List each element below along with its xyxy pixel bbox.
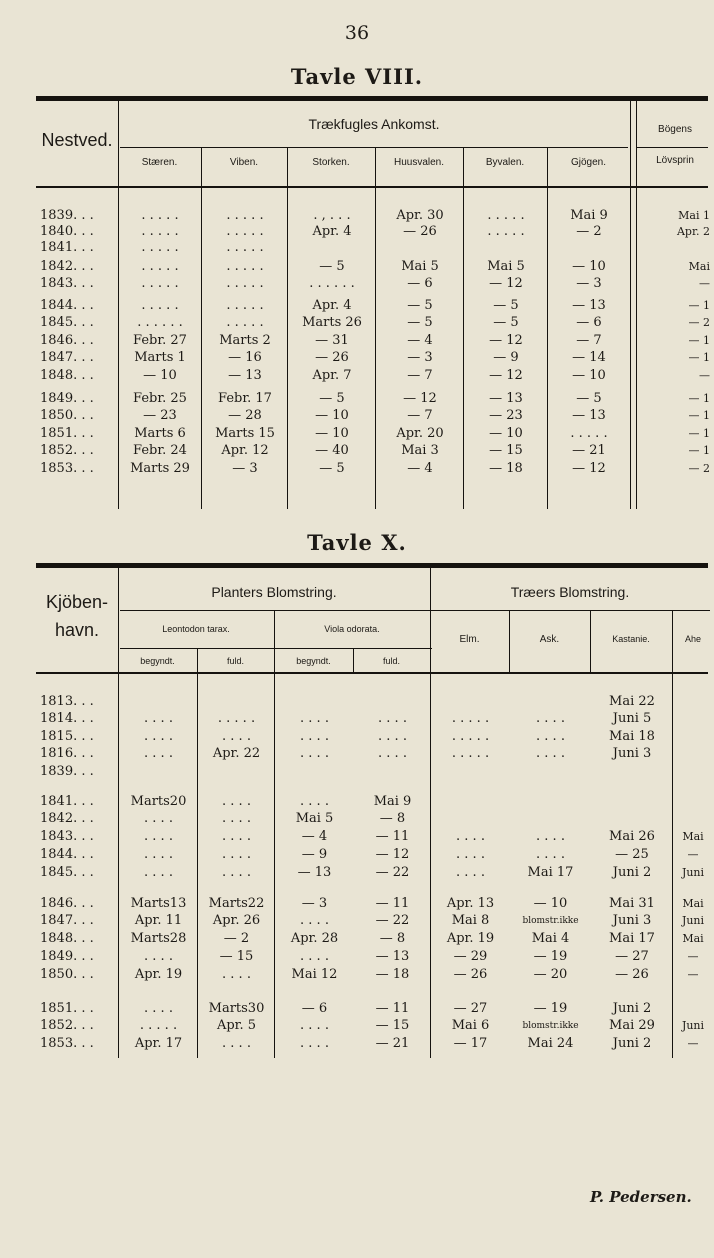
table10-cell: . . . . (222, 829, 251, 844)
table8-cell: Marts 6 (134, 426, 186, 441)
table10-cell: blomstr.ikke (522, 916, 579, 926)
table10-ask-header: Ask. (539, 634, 560, 645)
table10-cell: Mai 9 (373, 794, 412, 809)
table8-title: Tavle VIII. (290, 64, 424, 89)
table8-row-year: 1847. . . (40, 350, 94, 365)
table10-cell: — 15 (375, 1018, 410, 1033)
table8-right-sub-header: Lövsprin (656, 155, 694, 166)
table10-row-year: 1852. . . (40, 1018, 94, 1033)
table8-cell: — 14 (572, 350, 606, 365)
table8-cell: Mai 5 (487, 259, 525, 274)
table8-right-cell: Mai 1 (678, 209, 710, 222)
table8-cell: Mai 5 (401, 259, 439, 274)
table8-cell: — 7 (407, 368, 433, 383)
table10-cell: . . . . (300, 711, 329, 726)
table10-sub2-header: Viola odorata. (324, 624, 380, 634)
table8-cell: — 6 (576, 315, 602, 330)
table10-fuld-header: fuld. (382, 656, 400, 666)
table10-cell: . . . . (536, 711, 565, 726)
table10-cell: . . . . (144, 847, 173, 862)
table8-subheader-rule (120, 147, 628, 148)
table10-cell: Mai 18 (609, 729, 655, 744)
table10-cell: . . . . (300, 913, 329, 928)
table10-cell: . . . . (378, 729, 407, 744)
table8-cell: Marts 2 (219, 333, 271, 348)
table8-cell: . . . . . (226, 208, 264, 223)
table8-cell: — 26 (403, 224, 437, 239)
table8-cell: Apr. 7 (312, 368, 352, 383)
table8-cell: — 21 (572, 443, 606, 458)
table10-cell: Juni (681, 866, 705, 879)
table10-cell: . . . . (222, 1036, 251, 1051)
table10-header-rule (36, 672, 708, 674)
table8-cell: — 13 (572, 408, 606, 423)
table10-cell: Mai 4 (531, 931, 570, 946)
table10-cell: Mai 12 (291, 967, 338, 982)
table8-cell: — 5 (493, 315, 519, 330)
table8-cell: Marts 1 (134, 350, 186, 365)
table8-cell: — 3 (407, 350, 433, 365)
table8-cell: . . . . . (570, 426, 608, 441)
table10-cell: . . . . (144, 949, 173, 964)
table10-cell: . . . . . (139, 1018, 178, 1033)
table10-cell: Mai 6 (451, 1018, 490, 1033)
table8-cell: — 5 (407, 298, 433, 313)
table10-cell: . . . . (456, 865, 485, 880)
table8-right-cell: — 1 (688, 444, 710, 457)
table8-row-year: 1842. . . (40, 259, 94, 274)
table8-cell: — 10 (572, 259, 606, 274)
table10-cell: Mai 17 (527, 865, 574, 880)
table8-cell: — 10 (315, 426, 349, 441)
table8-cell: — 40 (315, 443, 349, 458)
table10-cell: . . . . (144, 746, 173, 761)
table8-col-header: Stæren. (141, 157, 178, 168)
table8-cell: . . . . . (141, 208, 179, 223)
table10-cell: Apr. 28 (290, 931, 339, 946)
table10-cell: Marts30 (208, 1001, 265, 1016)
table10-cell: Apr. 11 (134, 913, 183, 928)
table10-cell: . . . . (456, 829, 485, 844)
table8-cell: — 4 (407, 333, 433, 348)
table8-cell: Marts 29 (130, 461, 190, 476)
table10-cell: Mai (682, 897, 704, 910)
table10-cell: — 2 (223, 931, 250, 946)
table8-cell: . . . . . (226, 276, 264, 291)
table8-cell: . . . . . (226, 240, 264, 255)
table10-place-line1: Kjöben- (45, 592, 109, 612)
table10-cell: — 11 (375, 1001, 410, 1016)
table10-row-year: 1841. . . (40, 794, 94, 809)
table10-cell: Mai (682, 932, 704, 945)
table10-cell: — (687, 968, 699, 981)
table10-cell: — 10 (533, 896, 568, 911)
table8-cell: . . . . . . (309, 276, 355, 291)
table10-cell: — 15 (219, 949, 254, 964)
table8-row-year: 1845. . . (40, 315, 94, 330)
table10-cell: — 11 (375, 896, 410, 911)
table8-cell: Apr. 20 (396, 426, 444, 441)
table8-cell: Febr. 25 (133, 391, 187, 406)
table10-cell: . . . . (222, 847, 251, 862)
table10-cell: . . . . (300, 949, 329, 964)
table10-cell: — 17 (453, 1036, 488, 1051)
table8-cell: . . . . . (226, 315, 264, 330)
table10-cell: . . . . (222, 811, 251, 826)
table10-cell: — 21 (375, 1036, 410, 1051)
table10-fuld-header: fuld. (226, 656, 244, 666)
table10-cell: — 19 (533, 1001, 568, 1016)
table8-cell: — 3 (232, 461, 258, 476)
table10-cell: Mai (682, 830, 704, 843)
table10-cell: Mai 24 (527, 1036, 574, 1051)
signature: P. Pedersen. (590, 1188, 692, 1206)
table10-place-line2: havn. (54, 620, 100, 640)
table10-cell: . . . . (378, 746, 407, 761)
table10-cell: — (687, 1037, 699, 1050)
table8-cell: — 5 (576, 391, 602, 406)
table8-cell: — 10 (489, 426, 523, 441)
table8-col-header: Storken. (312, 157, 350, 168)
table10-cell: . . . . (300, 729, 329, 744)
table10-cell: — 12 (375, 847, 410, 862)
table10-cell: . . . . . (217, 711, 256, 726)
table8-right-cell: — 1 (688, 409, 710, 422)
table10-cell: — 19 (533, 949, 568, 964)
table10-cell: — 8 (379, 931, 406, 946)
table8-right-cell: — 1 (688, 299, 710, 312)
table8-cell: . . . . . (141, 224, 179, 239)
table10-cell: Mai 22 (609, 694, 655, 709)
table10-row-year: 1814. . . (40, 711, 94, 726)
table8-cell: — 7 (576, 333, 602, 348)
table8-cell: — 5 (407, 315, 433, 330)
table8-cell: — 12 (572, 461, 606, 476)
table8-cell: — 12 (489, 333, 523, 348)
table8-cell: — 10 (315, 408, 349, 423)
table10-cell: Apr. 26 (212, 913, 261, 928)
table8-right-cell: — 2 (688, 316, 710, 329)
table10-cell: Mai 31 (609, 896, 655, 911)
table10-cell: . . . . (144, 729, 173, 744)
table8-cell: . . . . . (226, 298, 264, 313)
table10-cell: Marts13 (130, 896, 187, 911)
table10-cell: — 6 (301, 1001, 328, 1016)
table8-right-subheader-rule (636, 147, 708, 148)
table8-col-header: Gjögen. (570, 157, 607, 168)
table10-cell: Marts28 (130, 931, 187, 946)
table8-cell: — 18 (489, 461, 523, 476)
table8-row-year: 1850. . . (40, 408, 94, 423)
table8-cell: — 5 (319, 259, 345, 274)
table10-subheader-rule (120, 610, 710, 611)
table8-row-year: 1846. . . (40, 333, 94, 348)
table10-cell: Juni 5 (612, 711, 652, 726)
table10-cell: — (687, 950, 699, 963)
table8-cell: Marts 15 (215, 426, 275, 441)
table10-cell: Juni 3 (612, 913, 652, 928)
table10-cell: Mai 29 (609, 1018, 655, 1033)
table8-cell: Marts 26 (302, 315, 362, 330)
table8-cell: — 12 (403, 391, 437, 406)
table10-row-year: 1845. . . (40, 865, 94, 880)
table10-cell: . . . . . (451, 711, 490, 726)
table10-cell: . . . . (456, 847, 485, 862)
table8-place-header: Nestved. (41, 130, 113, 150)
table10-cell: . . . . (536, 746, 565, 761)
table10-cell: Apr. 22 (212, 746, 261, 761)
table8-cell: — 4 (407, 461, 433, 476)
table8-right-group-header: Bögens (658, 124, 692, 135)
table8-right-cell: — 2 (688, 462, 710, 475)
table10-group1-header: Planters Blomstring. (211, 584, 337, 600)
table8-cell: . . . . . . (137, 315, 183, 330)
table10-cell: — 22 (375, 913, 410, 928)
table10-cell: . . . . (536, 847, 565, 862)
table10-row-year: 1847. . . (40, 913, 94, 928)
table8-cell: . . . . . (141, 259, 179, 274)
table8-cell: . . . . . (226, 224, 264, 239)
table8-cell: Mai 9 (570, 208, 608, 223)
table10-cell: Marts22 (208, 896, 265, 911)
table10-cell: Marts20 (130, 794, 187, 809)
table8-row-year: 1843. . . (40, 276, 94, 291)
table8-right-cell: — (699, 277, 710, 290)
table8-cell: . . . . . (141, 240, 179, 255)
table10-cell: — 3 (301, 896, 328, 911)
table10-cell: Juni 2 (612, 865, 652, 880)
table10-cell: — 27 (453, 1001, 488, 1016)
table8-cell: — 10 (143, 368, 177, 383)
table10-cell: . . . . (144, 829, 173, 844)
table8-cell: . , . . . (313, 208, 351, 223)
table10-row-year: 1843. . . (40, 829, 94, 844)
table10-begyndt-header: begyndt. (296, 656, 331, 666)
table8-row-year: 1839. . . (40, 208, 94, 223)
table10-cell: — 26 (615, 967, 649, 982)
table10-cell: . . . . (222, 729, 251, 744)
table10-cell: . . . . (222, 794, 251, 809)
table8-row-year: 1849. . . (40, 391, 94, 406)
table10-title: Tavle X. (307, 530, 407, 555)
table8-right-cell: Mai (688, 260, 710, 273)
table10-subsub-rule (120, 648, 432, 649)
table8-cell: — 6 (407, 276, 433, 291)
table10-cell: Juni (681, 914, 705, 927)
table8-cell: Mai 3 (401, 443, 439, 458)
table10-cell: Juni 2 (612, 1036, 652, 1051)
table8-cell: — 5 (319, 461, 345, 476)
table10-cell: Mai 17 (609, 931, 655, 946)
table10-cell: Apr. 19 (446, 931, 495, 946)
table8-cell: — 31 (315, 333, 349, 348)
table8-cell: Apr. 4 (312, 224, 352, 239)
table10-cell: Apr. 17 (134, 1036, 183, 1051)
table10-cell: Apr. 19 (134, 967, 183, 982)
table10-cell: . . . . (222, 865, 251, 880)
table10-cell: Apr. 13 (446, 896, 495, 911)
table8-cell: — 2 (576, 224, 602, 239)
table10-cell: — 29 (453, 949, 488, 964)
table10-cell: . . . . (300, 794, 329, 809)
table8-cell: — 5 (493, 298, 519, 313)
table8-row-year: 1852. . . (40, 443, 94, 458)
table8-cell: . . . . . (141, 276, 179, 291)
table8-cell: — 5 (319, 391, 345, 406)
table10-cell: . . . . (536, 829, 565, 844)
table10-last-header: Ahe (684, 634, 701, 644)
table8-cell: — 10 (572, 368, 606, 383)
table8-group-header: Trækfugles Ankomst. (308, 116, 440, 132)
table8-cell: — 13 (228, 368, 262, 383)
table8-col-header: Huusvalen. (393, 157, 445, 168)
table10-cell: Apr. 5 (216, 1018, 257, 1033)
table8-cell: . . . . . (487, 224, 525, 239)
table10-cell: — 27 (615, 949, 649, 964)
table10-cell: . . . . (536, 729, 565, 744)
table8-cell: — 7 (407, 408, 433, 423)
table8-col-header: Viben. (229, 157, 259, 168)
table10-row-year: 1851. . . (40, 1001, 94, 1016)
table8-cell: — 12 (489, 276, 523, 291)
table10-group2-header: Træers Blomstring. (510, 584, 630, 600)
table10-cell: — 20 (533, 967, 568, 982)
table10-cell: — 26 (453, 967, 488, 982)
table10-sub1-header: Leontodon tarax. (162, 624, 230, 634)
table8-cell: Febr. 27 (133, 333, 187, 348)
table10-cell: . . . . . (451, 729, 490, 744)
table8-cell: — 26 (315, 350, 349, 365)
table10-cell: . . . . . (451, 746, 490, 761)
table10-cell: — (687, 848, 699, 861)
table8-cell: — 15 (489, 443, 523, 458)
table8-row-year: 1840. . . (40, 224, 94, 239)
table10-cell: . . . . (378, 711, 407, 726)
table10-elm-header: Elm. (459, 634, 480, 645)
table8-cell: — 23 (489, 408, 523, 423)
table10-cell: Juni 2 (612, 1001, 652, 1016)
table8-row-year: 1848. . . (40, 368, 94, 383)
table10-cell: . . . . (144, 865, 173, 880)
table10-cell: . . . . (144, 711, 173, 726)
table10-cell: — 13 (375, 949, 410, 964)
table8-cell: . . . . . (226, 259, 264, 274)
table8-cell: . . . . . (141, 298, 179, 313)
table8-row-year: 1841. . . (40, 240, 94, 255)
table8-cell: Febr. 17 (218, 391, 272, 406)
table8-row-year: 1853. . . (40, 461, 94, 476)
table10-cell: Juni (681, 1019, 705, 1032)
table10-cell: Mai 26 (609, 829, 655, 844)
table10-row-year: 1850. . . (40, 967, 94, 982)
table10-cell: — 11 (375, 829, 410, 844)
table10-cell: Mai 8 (451, 913, 490, 928)
table10-row-year: 1849. . . (40, 949, 94, 964)
table10-row-year: 1839. . . (40, 764, 94, 779)
table8-cell: — 3 (576, 276, 602, 291)
table10-cell: . . . . (300, 1018, 329, 1033)
table10-cell: Mai 5 (295, 811, 334, 826)
table10-row-year: 1844. . . (40, 847, 94, 862)
table8-row-year: 1844. . . (40, 298, 94, 313)
table10-row-year: 1842. . . (40, 811, 94, 826)
table8-right-cell: — 1 (688, 427, 710, 440)
table10-row-year: 1813. . . (40, 694, 94, 709)
table8-right-cell: — 1 (688, 351, 710, 364)
table8-col-header: Byvalen. (485, 157, 525, 168)
table8-cell: Apr. 12 (221, 443, 269, 458)
table10-cell: — 4 (301, 829, 328, 844)
page-number: 36 (344, 22, 370, 44)
table8-right-cell: — 1 (688, 334, 710, 347)
table8-cell: — 23 (143, 408, 177, 423)
table8-right-cell: Apr. 2 (676, 225, 710, 238)
table10-row-year: 1815. . . (40, 729, 94, 744)
table10-cell: blomstr.ikke (522, 1021, 579, 1031)
table8-right-cell: — 1 (688, 392, 710, 405)
table8-cell: — 12 (489, 368, 523, 383)
table8-header-rule (36, 186, 708, 188)
table10-cell: . . . . (222, 967, 251, 982)
table10-cell: Juni 3 (612, 746, 652, 761)
table8-top-rule (36, 96, 708, 101)
table8-cell: Apr. 4 (312, 298, 352, 313)
table8-cell: — 16 (228, 350, 262, 365)
table8-cell: Febr. 24 (133, 443, 187, 458)
table8-cell: — 9 (493, 350, 519, 365)
table10-cell: . . . . (300, 1036, 329, 1051)
table8-cell: — 13 (572, 298, 606, 313)
table8-cell: . . . . . (487, 208, 525, 223)
table10-cell: — 18 (375, 967, 410, 982)
table8-cell: — 28 (228, 408, 262, 423)
table10-row-year: 1846. . . (40, 896, 94, 911)
table10-row-year: 1816. . . (40, 746, 94, 761)
table10-top-rule (36, 563, 708, 568)
table10-row-year: 1853. . . (40, 1036, 94, 1051)
table10-cell: — 25 (615, 847, 649, 862)
table10-cell: . . . . (300, 746, 329, 761)
table8-row-year: 1851. . . (40, 426, 94, 441)
table10-begyndt-header: begyndt. (140, 656, 175, 666)
table10-kastanie-header: Kastanie. (612, 634, 650, 644)
table10-cell: — 9 (301, 847, 328, 862)
table8-right-cell: — (699, 369, 710, 382)
table10-cell: — 13 (297, 865, 332, 880)
table10-cell: — 8 (379, 811, 406, 826)
table10-row-year: 1848. . . (40, 931, 94, 946)
table10-cell: . . . . (144, 1001, 173, 1016)
table10-cell: — 22 (375, 865, 410, 880)
table10-cell: . . . . (144, 811, 173, 826)
table8-cell: — 13 (489, 391, 523, 406)
table8-cell: Apr. 30 (396, 208, 444, 223)
